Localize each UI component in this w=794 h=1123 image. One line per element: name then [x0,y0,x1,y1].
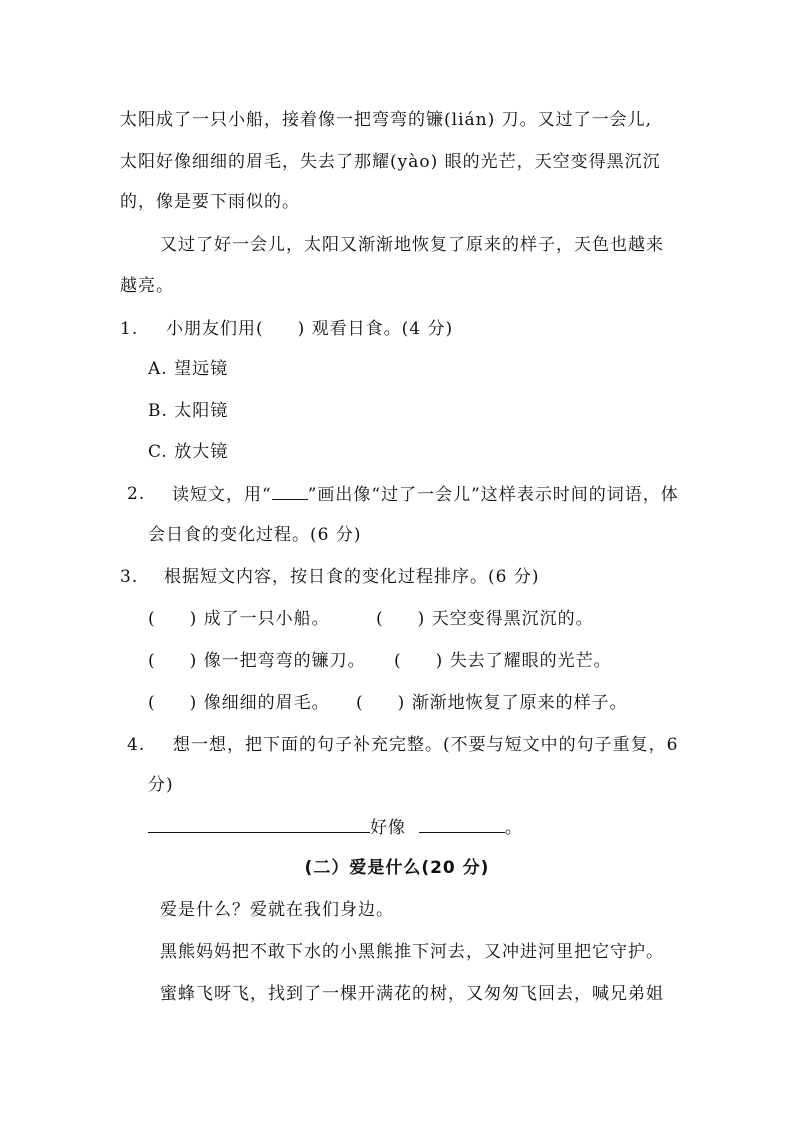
q2-underline-mark [272,483,308,500]
q4-mid-word: 好像 [370,818,406,838]
q3-item-6: ( ) 渐渐地恢复了原来的样子。 [356,693,628,713]
q3-item-3: ( ) 像一把弯弯的镰刀。 [148,651,366,671]
q3-stem: 根据短文内容，按日食的变化过程排序。(6 分) [164,567,540,587]
q3-item-3-text: 像一把弯弯的镰刀。 [203,651,366,671]
passage-line-2: 太阳好像细细的眉毛，失去了那耀(yào) 眼的光芒，天空变得黑沉沉 [120,152,661,172]
q2-number: 2. [127,484,146,504]
passage-line-3: 的，像是要下雨似的。 [120,192,300,212]
q3-number: 3. [120,567,139,587]
q1-option-c[interactable]: C. 放大镜 [148,442,229,462]
section-2-line-2: 黑熊妈妈把不敢下水的小黑熊推下河去，又冲进河里把它守护。 [160,942,664,962]
q2-stem-b: ”画出像“过了一会儿”这样表示时间的词语，体 [307,485,679,505]
q4-stem: 想一想，把下面的句子补充完整。(不要与短文中的句子重复，6 [173,735,679,755]
q1-stem-b: ) 观看日食。(4 分) [297,319,454,339]
q3-item-2: ( ) 天空变得黑沉沉的。 [376,609,594,629]
q4-blank-2[interactable] [419,816,505,833]
q1-stem [166,318,453,340]
q2-line-2: 会日食的变化过程。(6 分) [148,525,362,545]
q3-item-4: ( ) 失去了耀眼的光芒。 [394,651,612,671]
q4-number: 4. [127,735,146,755]
q3-item-6-text: 渐渐地恢复了原来的样子。 [411,693,628,713]
q2-stem-a: 读短文，用“ [172,485,272,505]
section-2-line-3: 蜜蜂飞呀飞，找到了一棵开满花的树，又匆匆飞回去，喊兄弟姐 [160,984,664,1004]
q4-blank-1[interactable] [148,816,370,833]
q1-option-a[interactable]: A. 望远镜 [148,359,229,379]
q3-item-1-text: 成了一只小船。 [203,609,330,629]
q1-number: 1. [120,319,139,339]
section-2-line-1: 爱是什么？爱就在我们身边。 [160,900,394,920]
q1-option-b[interactable]: B. 太阳镜 [148,401,229,421]
q3-item-5: ( ) 像细细的眉毛。 [148,693,330,713]
q3-item-2-text: 天空变得黑沉沉的。 [431,609,594,629]
section-2-title: (二）爱是什么(20 分) [304,858,490,878]
passage-line-5: 越亮。 [120,276,174,296]
q2-stem [172,483,679,506]
passage-line-1: 太阳成了一只小船，接着像一把弯弯的镰(lián) 刀。又过了一会儿, [120,110,653,130]
q4-fill-line [148,816,523,839]
q3-item-5-text: 像细细的眉毛。 [203,693,330,713]
q1-stem-a: 小朋友们用( [166,319,264,339]
passage-line-4: 又过了好一会儿，太阳又渐渐地恢复了原来的样子，天色也越来 [160,235,664,255]
q4-end-mark: 。 [504,818,523,838]
q3-item-1: ( ) 成了一只小船。 [148,609,330,629]
q4-line-2: 分) [148,775,174,795]
q3-item-4-text: 失去了耀眼的光芒。 [449,651,612,671]
